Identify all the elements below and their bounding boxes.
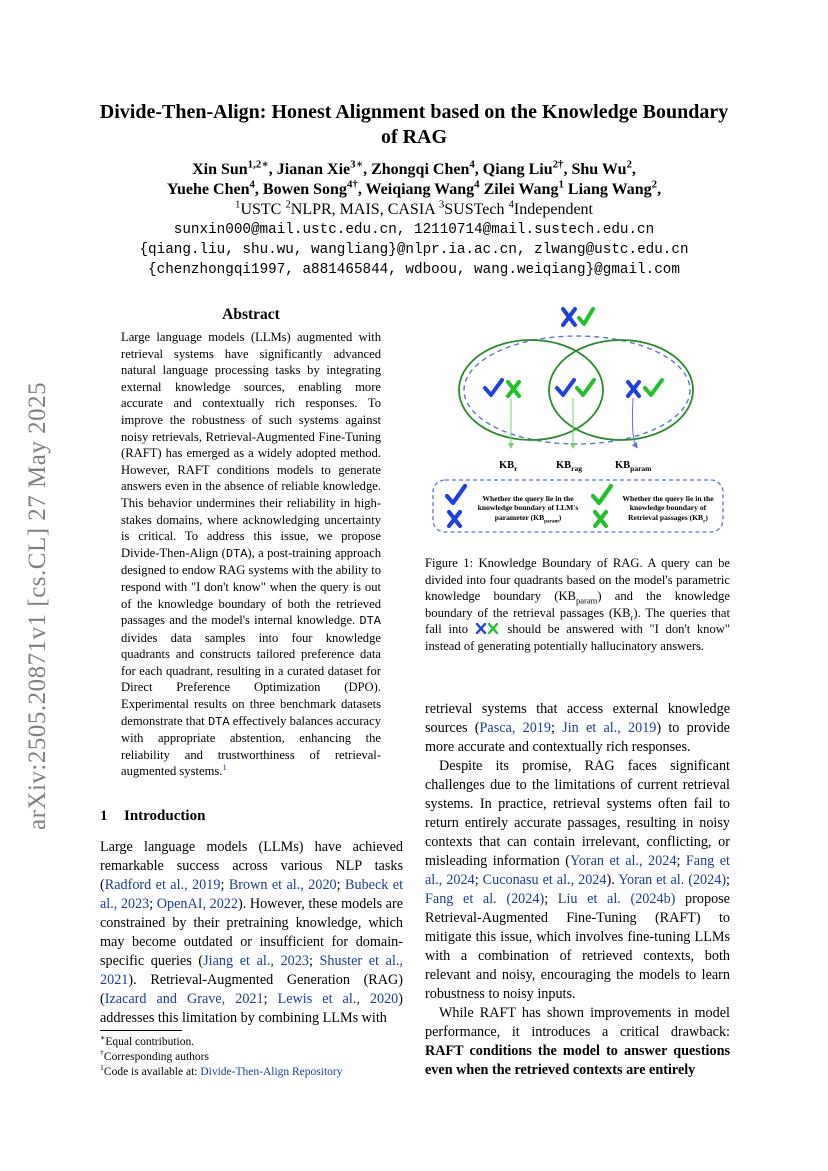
citation-link[interactable]: Radford et al., 2019	[104, 877, 221, 893]
caption-cross-cross-icons	[475, 622, 501, 636]
author-affiliation-mark: 1,2∗	[247, 158, 269, 171]
body-text: ;	[550, 720, 563, 736]
body-text: ;	[263, 991, 278, 1007]
author-name: Xin Sun	[192, 161, 248, 178]
author-affiliation-mark: 2†	[552, 158, 564, 171]
body-text: ;	[220, 877, 229, 893]
author-name: Zilei Wang	[483, 181, 559, 198]
citation-link[interactable]: Brown et al., 2020	[228, 877, 337, 893]
abstract-code-2: DTA	[359, 614, 381, 629]
author-name: Zhongqi Chen	[371, 161, 470, 178]
author-line-2: Yuehe Chen$^4$, Bowen Song$^{4\dagger}$, Weiqiang Wang$^4$ Zilei Wang$^1$ Liang Wang$^2$,	[166, 178, 662, 198]
kb-retrieval-circle	[549, 340, 693, 440]
arxiv-side-stamp	[22, 340, 62, 840]
right-column-body	[425, 700, 730, 1080]
paper-title: Divide-Then-Align: Honest Alignment based on the Knowledge Boundary of RAG	[99, 101, 729, 148]
body-text: ;	[676, 853, 686, 869]
body-text: ). However, these models are constrained by their pretraining knowledge, which may become outdated or insufficient for domain-specific queries (	[100, 896, 403, 969]
citation-link[interactable]: Jiang et al., 2023	[203, 953, 309, 969]
intro-paragraph	[100, 838, 403, 1028]
abstract-part-3: divides data samples into four knowledge quadrants and constructs tailored preference data for each quadrant, resulting in a curated dataset for Direct Preference Optimization (DPO). Experimental results on three benchmark datasets demonstrate that	[121, 630, 381, 728]
footnotes	[100, 1035, 403, 1080]
affiliation-number: 4	[508, 198, 514, 211]
affiliation-name: USTC	[240, 201, 286, 218]
citation-link[interactable]: Cuconasu et al., 2024	[482, 872, 607, 888]
author-affiliation-mark: 2	[651, 178, 658, 191]
right-paragraph-1	[425, 700, 730, 757]
affiliation-name: Independent	[513, 201, 593, 218]
author-affiliation-mark: 4	[469, 158, 475, 171]
citation-link[interactable]: Yoran et al. (2024)	[618, 872, 727, 888]
left-region-icons	[485, 380, 519, 396]
citation-link[interactable]: OpenAI, 2022	[156, 896, 238, 912]
abstract-text	[121, 329, 381, 780]
citation-link[interactable]: Pasca, 2019	[479, 720, 551, 736]
section-title: Introduction	[124, 808, 206, 824]
body-text: ;	[336, 877, 346, 893]
abstract-part-2: ), a post-training approach designed to endow RAG systems with the ability to respond with "I don't know" when the query is out of the knowledge boundary of both the retrieved passages and the model's internal knowledge.	[121, 545, 381, 628]
citation-link[interactable]: Fang et al. (2024)	[425, 891, 545, 907]
section-number: 1	[100, 808, 108, 824]
author-affiliation-mark: 4	[474, 178, 480, 191]
body-text: propose Retrieval-Augmented Fine-Tuning (RAFT) to mitigate this issue, which involves fine-tuning LLMs with a combination of retrieved contexts, both relevant and noisy, encouraging the models to learn robustness to noisy inputs.	[425, 891, 730, 1002]
abstract-part-4: effectively balances accuracy with appropriate abstention, enhancing the reliability and trustworthiness of retrieval-augmented systems.	[121, 713, 381, 779]
figure-caption: Figure 1: Knowledge Boundary of RAG. A query can be divided into four quadrants based on the model's parametric knowledge boundary $(KB_{param})$ and the knowledge boundary of the retrieval passages $(KB_r)$. The queries that fall into should be answered with "I don't know" instead of generating potentially hallucinatory answers.	[425, 556, 731, 653]
body-text: While RAFT has shown improvements in model performance, it introduces a critical drawback:	[425, 1005, 730, 1040]
affiliation-name: NLPR, MAIS, CASIA	[290, 201, 439, 218]
arxiv-stamp-text: arXiv:2505.20871v1 [cs.CL] 27 May 2025	[24, 381, 51, 830]
citation-link[interactable]: Lewis et al., 2020	[277, 991, 399, 1007]
body-text: Despite its promise, RAG faces significant challenges due to the limitations of current retrieval systems. In practice, retrieval systems often fail to return entirely accurate passages, resulting in noisy contexts that can contain irrelevant, conflicting, or misleading information (	[425, 758, 730, 869]
author-name: Bowen Song	[262, 181, 347, 198]
author-name: Qiang Liu	[482, 161, 553, 178]
citation-link[interactable]: Jin et al., 2019	[562, 720, 657, 736]
author-affiliation-mark: 3∗	[350, 158, 364, 171]
abstract-code-1: DTA	[225, 546, 248, 561]
affiliation-name: SUSTech	[444, 201, 509, 218]
email-line-2: {qiang.liu, shu.wu, wangliang}@nlpr.ia.ac.cn, zlwang@ustc.edu.cn	[139, 242, 689, 258]
label-kb-rag: $KB_{rag}$	[556, 460, 583, 473]
citation-link[interactable]: Liu et al. (2024b)	[557, 891, 676, 907]
footnote-divider	[100, 1030, 182, 1031]
abstract-code-3: DTA	[207, 714, 230, 729]
abstract-part-1: Large language models (LLMs) augmented with retrieval systems have significantly advanced natural language processing tasks by integrating external knowledge sources, enabling more accurate and contextually rich responses. To improve the robustness of such systems against noisy retrievals, Retrieval-Augmented Fine-Tuning (RAFT) has emerged as a widely adopted method. However, RAFT conditions models to generate answers even in the absence of reliable knowledge. This behavior undermines their reliability in high-stakes domains, where acknowledging uncertainty is critical. To address this issue, we propose Divide-Then-Align (	[121, 330, 381, 560]
citation-link[interactable]: Yoran et al., 2024	[569, 853, 677, 869]
body-text: ;	[726, 872, 730, 888]
citation-link[interactable]: Fang et al., 2024	[425, 853, 730, 888]
section-heading-introduction	[100, 808, 205, 825]
body-text: ) addresses this limitation by combining LLMs with	[100, 991, 403, 1026]
legend-param-icons	[447, 486, 465, 526]
citation-link[interactable]: Izacard and Grave, 2021	[104, 991, 264, 1007]
body-text: ;	[474, 872, 483, 888]
body-text: ;	[149, 896, 157, 912]
legend-retrieval-icons	[593, 486, 611, 526]
right-region-icons	[628, 380, 662, 396]
body-text: ) to provide more accurate and contextually rich responses.	[425, 720, 730, 755]
citation-link[interactable]: Shuster et al., 2021	[100, 953, 403, 988]
author-affiliation-mark: 1	[558, 178, 564, 191]
email-line-1: sunxin000@mail.ustc.edu.cn, 12110714@mail.sustech.edu.cn	[173, 222, 655, 238]
body-text: ). Retrieval-Augmented Generation (RAG) (	[100, 972, 403, 1007]
affiliations	[90, 200, 738, 220]
author-block	[90, 160, 738, 280]
legend-retrieval-text: Whether the query lie in the knowledge boundary of Retrieval passages $(KB_r)$	[622, 494, 714, 525]
author-name: Weiqiang Wang	[365, 181, 475, 198]
citation-link[interactable]: Bubeck et al., 2023	[100, 877, 404, 912]
author-affiliation-mark: 2	[626, 158, 632, 171]
footnote-2: †Corresponding authors	[100, 1048, 209, 1063]
email-line-3: {chenzhongqi1997, a881465844, wdboou, wang.weiqiang}@gmail.com	[148, 262, 680, 278]
author-line-1: Xin Sun$^{1,2∗}$, Jianan Xie$^{3∗}$, Zhongqi Chen$^4$, Qiang Liu$^{2\dagger}$, Shu Wu$^2$,	[192, 158, 636, 178]
body-text: ).	[606, 872, 619, 888]
affiliation-number: 1	[235, 198, 241, 211]
author-name: Jianan Xie	[276, 161, 351, 178]
label-kb-param: $KB_{param}$	[615, 460, 652, 473]
center-region-icons	[557, 380, 594, 395]
footnote-3: $^1$Code is available at: Divide-Then-Align Repository	[100, 1063, 343, 1078]
body-text: Large language models (LLMs) have achieved remarkable success across various NLP tasks (	[100, 839, 403, 893]
body-text: retrieval systems that access external knowledge sources (	[425, 701, 730, 736]
author-name: Yuehe Chen	[166, 181, 250, 198]
footnote-1: ∗Equal contribution.	[100, 1033, 195, 1048]
right-paragraph-2	[425, 757, 730, 1004]
repository-link[interactable]: Divide-Then-Align Repository	[200, 1066, 343, 1078]
top-cross-check-icons	[563, 309, 593, 325]
author-affiliation-mark: 4	[249, 178, 255, 191]
body-text: ;	[308, 953, 320, 969]
author-name: Liang Wang	[567, 181, 652, 198]
author-affiliation-mark: 4†	[346, 178, 358, 191]
right-paragraph-3	[425, 1004, 730, 1080]
label-kb-r: $KB_r$	[499, 460, 518, 473]
legend-param-text: Whether the query lie in the knowledge boundary of LLM's parameter $(KB_{param})$	[477, 494, 579, 525]
affiliation-number: 2	[285, 198, 291, 211]
kb-param-circle	[459, 340, 603, 440]
affiliation-number: 3	[438, 198, 445, 211]
figure-knowledge-boundary	[425, 298, 730, 538]
abstract-heading: Abstract	[222, 306, 280, 323]
abstract-footnote-mark[interactable]: 1	[222, 762, 227, 773]
bold-text: RAFT conditions the model to answer questions even when the retrieved contexts are entirely	[425, 1043, 730, 1078]
body-text: ;	[544, 891, 558, 907]
author-name: Shu Wu	[571, 161, 627, 178]
